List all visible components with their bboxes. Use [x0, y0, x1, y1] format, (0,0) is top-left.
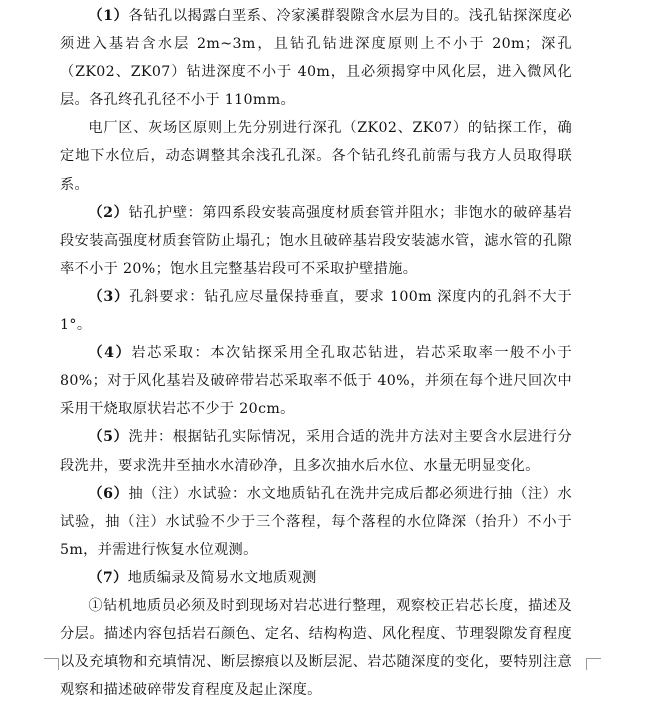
paragraph-4-label: （3） — [88, 288, 130, 305]
paragraph-1-text: 各钻孔以揭露白垩系、冷家溪群裂隙含水层为目的。浅孔钻探深度必须进入基岩含水层 2m~3m，且钻孔钻进深度原则上不小于 20m；深孔（ZK02、ZK07）钻进深度不小于 40m，且必须揭穿中风化层，进入微风化层。各孔终孔孔径不小于 110mm。 — [60, 8, 573, 109]
document-body — [60, 2, 572, 704]
paragraph-3 — [60, 199, 572, 283]
paragraph-4 — [60, 283, 572, 339]
paragraph-2-text: 电厂区、灰场区原则上先分别进行深孔（ZK02、ZK07）的钻探工作，确定地下水位后，动态调整其余浅孔孔深。各个钻孔终孔前需与我方人员取得联系。 — [60, 120, 572, 193]
paragraph-4-text: 孔斜要求：钻孔应尽量保持垂直，要求 100m 深度内的孔斜不大于 1°。 — [60, 288, 572, 334]
paragraph-5 — [60, 339, 572, 423]
paragraph-7 — [60, 480, 572, 564]
paragraph-6-text: 洗井：根据钻孔实际情况，采用合适的洗井方法对主要含水层进行分段洗井，要求洗井至抽水水清砂净，且多次抽水后水位、水量无明显变化。 — [60, 429, 573, 474]
paragraph-7-text: 抽（注）水试验：水文地质钻孔在洗井完成后都必须进行抽（注）水试验，抽（注）水试验不少于三个落程，每个落程的水位降深（抬升）不小于 5m，并需进行恢复水位观测。 — [60, 485, 573, 558]
paragraph-2 — [60, 114, 572, 198]
paragraph-8-label: （7） — [88, 569, 128, 586]
page-margin-corner-left — [44, 658, 59, 670]
paragraph-8-text: 地质编录及简易水文地质观测 — [127, 569, 317, 586]
paragraph-3-text: 钻孔护壁：第四系段安装高强度材质套管并阻水；非饱水的破碎基岩段安装高强度材质套管防止塌孔；饱水且破碎基岩段安装滤水管，滤水管的孔隙率不小于 20%；饱水且完整基岩段可不采取护壁措施。 — [60, 204, 573, 277]
paragraph-3-label: （2） — [88, 204, 129, 221]
paragraph-5-text: 岩芯采取：本次钻探采用全孔取芯钻进，岩芯采取率一般不小于 80%；对于风化基岩及破碎带岩芯采取率不低于 40%，并须在每个进尺回次中采用干烧取原状岩芯不少于 20cm。 — [60, 345, 572, 418]
paragraph-1-label: （1） — [88, 8, 129, 24]
paragraph-6 — [60, 423, 572, 479]
paragraph-1 — [60, 2, 572, 114]
paragraph-9-text: ①钻机地质员必须及时到现场对岩芯进行整理，观察校正岩芯长度，描述及分层。描述内容包括岩石颜色、定名、结构构造、风化程度、节理裂隙发育程度以及充填物和充填情况、断层擦痕以及断层泥、岩芯随深度的变化，要特别注意观察和描述破碎带发育程度及起止深度。 — [60, 597, 572, 699]
paragraph-5-label: （4） — [88, 345, 132, 362]
page-margin-corner-right — [586, 658, 601, 670]
paragraph-9 — [60, 592, 572, 704]
paragraph-6-label: （5） — [88, 429, 129, 446]
paragraph-7-label: （6） — [88, 485, 129, 502]
paragraph-8 — [60, 564, 572, 592]
